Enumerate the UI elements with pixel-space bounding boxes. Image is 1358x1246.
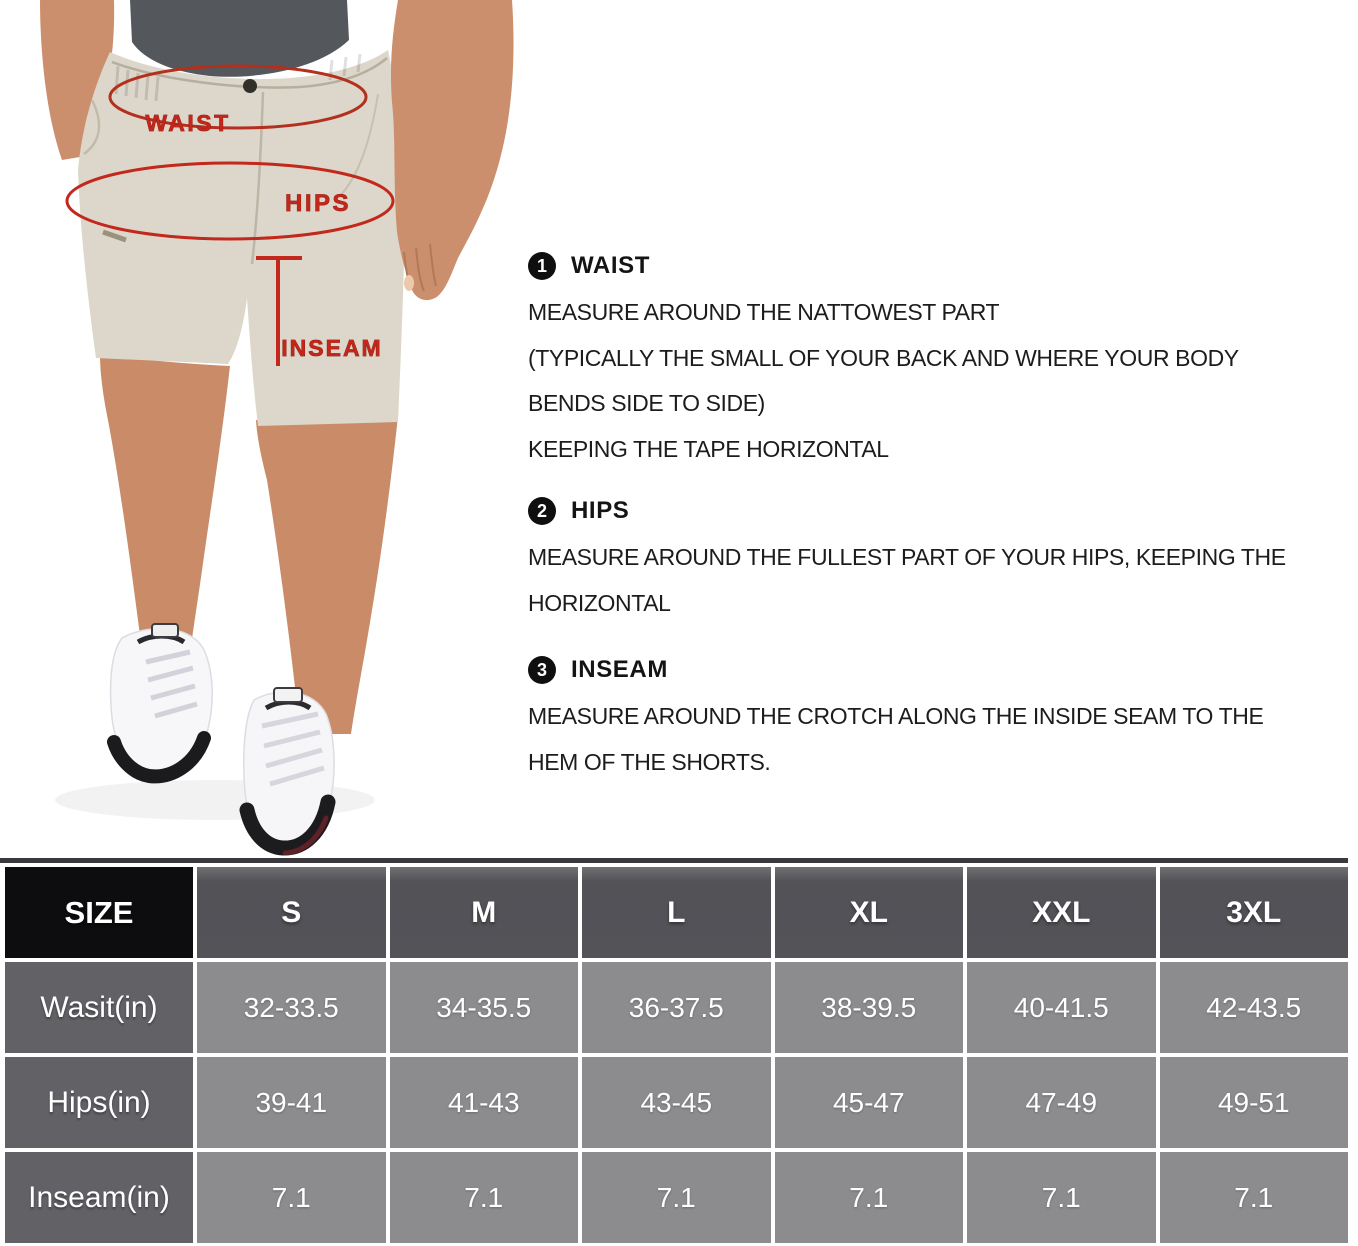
table-cell: 40-41.5 [967,962,1156,1053]
instruction-line: KEEPING THE TAPE HORIZONTAL [528,435,889,462]
instruction-heading [528,252,1358,280]
left-shoe-tab [152,624,178,637]
table-cell: 45-47 [775,1057,964,1148]
table-header-size: SIZE [5,867,193,958]
model-photo [0,0,520,858]
table-cell: 7.1 [967,1152,1156,1243]
waist-annotation-label: WAIST [145,110,231,136]
instruction-title: WAIST [571,252,650,279]
table-header-xxl: XXL [967,867,1156,958]
table-cell: 36-37.5 [582,962,771,1053]
right-arm [391,0,514,300]
table-cell: 7.1 [582,1152,771,1243]
right-leg [256,416,398,734]
table-cell: 7.1 [197,1152,386,1243]
table-cell: 42-43.5 [1160,962,1349,1053]
instruction-line: MEASURE AROUND THE NATTOWEST PART [528,299,1000,325]
left-leg [100,354,230,654]
thumbnail [404,275,414,291]
table-cell: 7.1 [1160,1152,1349,1243]
inseam-annotation-label: INSEAM [281,335,383,361]
instruction-line: MEASURE AROUND THE CROTCH ALONG THE INSIDE SEAM TO THE [528,703,1264,729]
right-shoe [244,688,334,853]
step-3-badge: 3 [528,656,556,684]
table-cell: 32-33.5 [197,962,386,1053]
model-illustration [0,0,520,858]
instruction-heading [528,497,1358,525]
instruction-line: HEM OF THE SHORTS. [528,748,771,775]
instruction-title: HIPS [571,497,630,524]
left-shoe [111,624,213,776]
table-cell: 41-43 [390,1057,579,1148]
step-2-badge: 2 [528,497,556,525]
instruction-heading [528,656,1358,684]
size-chart-grid [5,867,1348,1243]
instruction-line: MEASURE AROUND THE FULLEST PART OF YOUR HIPS, KEEPING THE [528,544,1286,570]
size-chart-table [0,858,1348,1246]
table-cell: 7.1 [390,1152,579,1243]
right-shoe-tab [274,688,302,702]
instruction-section-inseam [528,656,1358,785]
step-1-badge: 1 [528,252,556,280]
table-header-3xl: 3XL [1160,867,1349,958]
table-header-s: S [197,867,386,958]
table-cell: 49-51 [1160,1057,1349,1148]
instruction-line: (TYPICALLY THE SMALL OF YOUR BACK AND WHERE YOUR BODY [528,344,1239,371]
table-header-m: M [390,867,579,958]
table-header-xl: XL [775,867,964,958]
hips-annotation-label: HIPS [284,190,352,217]
table-cell: 47-49 [967,1057,1156,1148]
table-cell: 39-41 [197,1057,386,1148]
table-cell: 7.1 [775,1152,964,1243]
instruction-line: BENDS SIDE TO SIDE) [528,390,765,416]
table-cell: 38-39.5 [775,962,964,1053]
table-row-label-waist: Wasit(in) [5,962,193,1053]
table-row-label-hips: Hips(in) [5,1057,193,1148]
instruction-line: HORIZONTAL [528,589,671,616]
table-row-label-inseam: Inseam(in) [5,1152,193,1243]
table-cell: 34-35.5 [390,962,579,1053]
instruction-section-waist [528,252,1358,472]
waist-button [243,79,257,93]
instruction-title: INSEAM [571,656,668,683]
table-header-l: L [582,867,771,958]
table-cell: 43-45 [582,1057,771,1148]
instruction-section-hips [528,497,1358,626]
